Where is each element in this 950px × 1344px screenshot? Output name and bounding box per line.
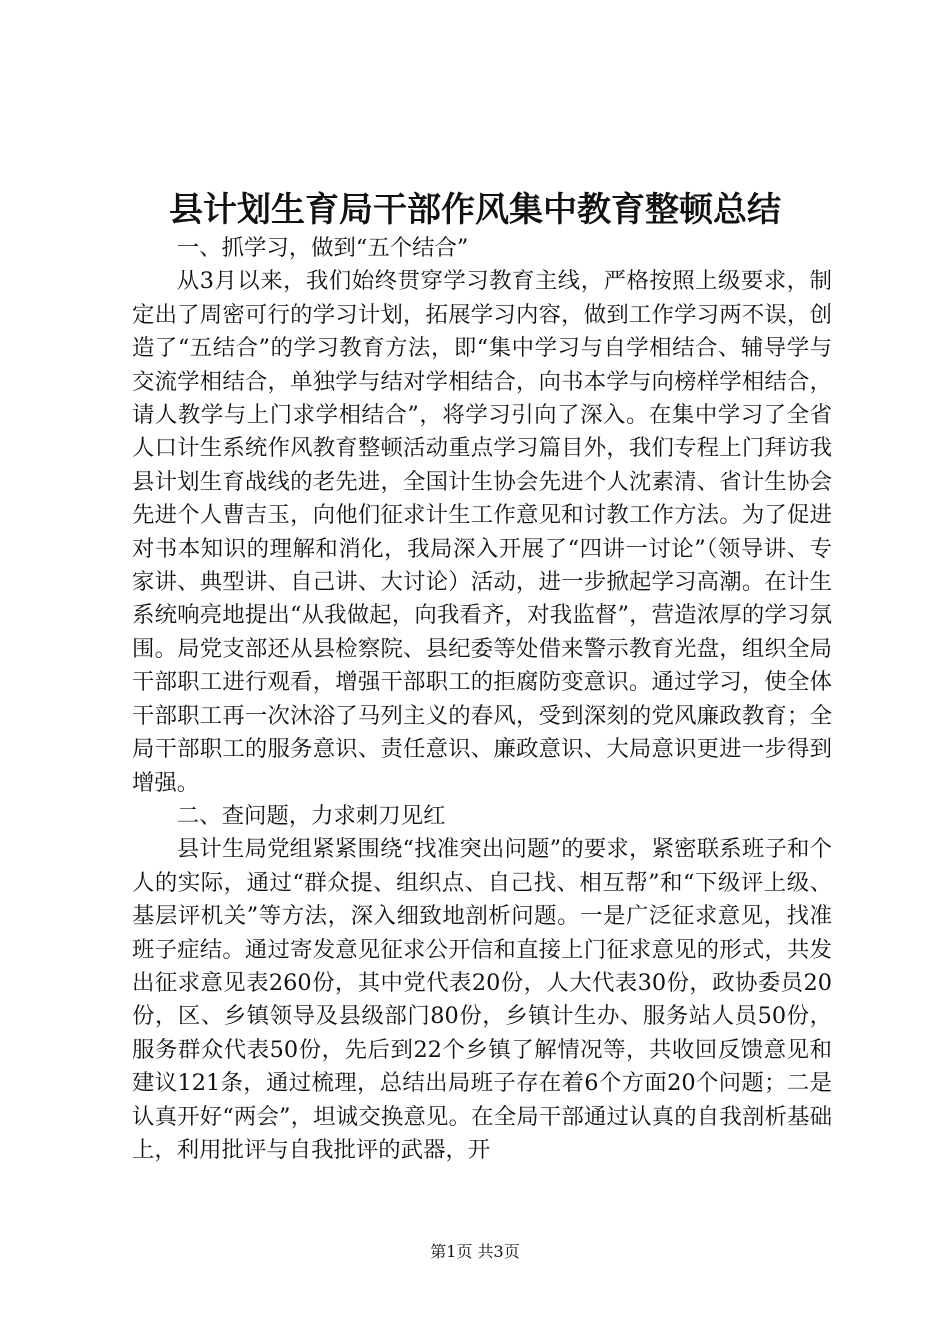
document-body (132, 232, 832, 1167)
page-number-footer: 第1页 共3页 (430, 1242, 520, 1261)
document-title: 县计划生育局干部作风集中教育整顿总结 (169, 190, 781, 230)
section-heading-2: 二、查问题，力求刺刀见红 (176, 802, 446, 829)
paragraph-study: 从3月以来，我们始终贯穿学习教育主线，严格按照上级要求，制定出了周密可行的学习计划，拓展学习内容，做到工作学习两不误，创造了“五结合”的学习教育方法，即“集中学习与自学相结合、辅导学与交流学相结合，单独学与结对学相结合，向书本学与向榜样学相结合，请人教学与上门求学相结合”，将学习引向了深入。在集中学习了全省人口计生系统作风教育整顿活动重点学习篇目外，我们专程上门拜访我县计划生育战线的老先进，全国计生协会先进个人沈素清、省计生协会先进个人曹吉玉，向他们征求计生工作意见和讨教工作方法。为了促进对书本知识的理解和消化，我局深入开展了“四讲一讨论”（领导讲、专家讲、典型讲、自己讲、大讨论）活动，进一步掀起学习高潮。在计生系统响亮地提出“从我做起，向我看齐，对我监督”，营造浓厚的学习氛围。局党支部还从县检察院、县纪委等处借来警示教育光盘，组织全局干部职工进行观看，增强干部职工的拒腐防变意识。通过学习，使全体干部职工再一次沐浴了马列主义的春风，受到深刻的党风廉政教育；全局干部职工的服务意识、责任意识、廉政意识、大局意识更进一步得到增强。 (132, 268, 832, 796)
paragraph-problems: 县计生局党组紧紧围绕“找准突出问题”的要求，紧密联系班子和个人的实际，通过“群众提、组织点、自己找、相互帮”和“下级评上级、基层评机关”等方法，深入细致地剖析问题。一是广泛征求意见，找准班子症结。通过寄发意见征求公开信和直接上门征求意见的形式，共发出征求意见表260份，其中党代表20份，人大代表30份，政协委员20份，区、乡镇领导及县级部门80份，乡镇计生办、服务站人员50份，服务群众代表50份，先后到22个乡镇了解情况等，共收回反馈意见和建议121条，通过梳理，总结出局班子存在着6个方面20个问题；二是认真开好“两会”，坦诚交换意见。在全局干部通过认真的自我剖析基础上，利用批评与自我批评的武器，开 (132, 836, 832, 1163)
section-heading-1: 一、抓学习，做到“五个结合” (176, 235, 469, 261)
